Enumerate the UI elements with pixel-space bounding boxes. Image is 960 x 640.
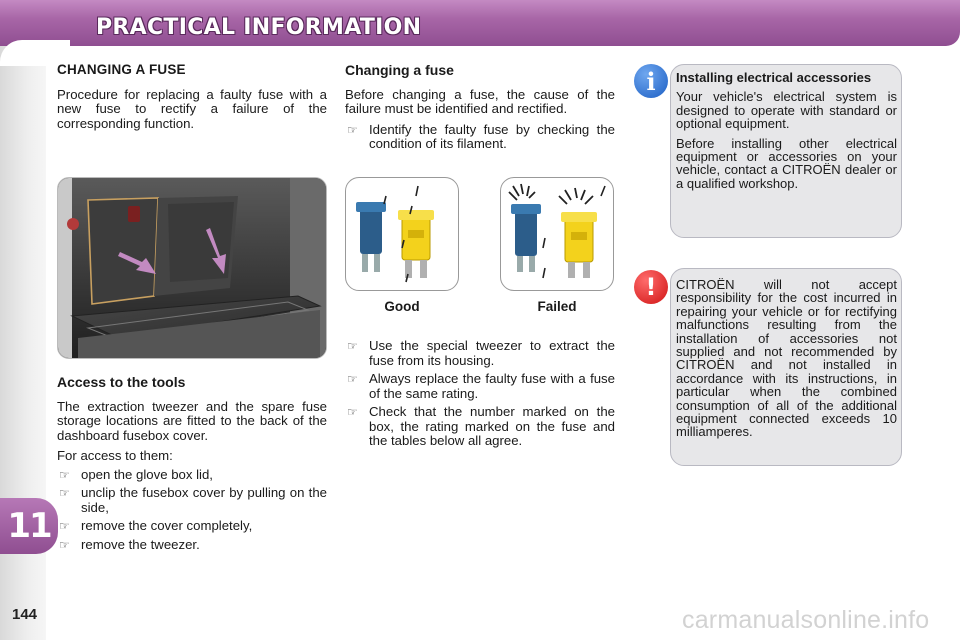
access-heading: Access to the tools [57, 374, 186, 390]
section-heading: CHANGING A FUSE [57, 62, 186, 77]
info-icon: i [634, 64, 668, 98]
pointing-hand-icon: ☞ [347, 372, 358, 386]
glovebox-photo [57, 177, 327, 359]
info-paragraph: Before installing other electrical equipment or accessories on your vehicle, contact a CITROËN dealer or a qualified workshop. [676, 135, 897, 191]
list-item: ☞ remove the cover completely, [59, 518, 253, 533]
chapter-number: 11 [7, 506, 51, 546]
column-changing-fuse [57, 63, 327, 137]
info-paragraph: Your vehicle's electrical system is designed to operate with standard or optional equipment. [676, 89, 897, 132]
list-item: ☞ Identify the faulty fuse by checking the condition of its filament. [347, 121, 615, 151]
changing-intro: Before changing a fuse, the cause of the failure must be identified and rectified. [345, 86, 615, 116]
list-item: ☞ Check that the number marked on the box, the rating marked on the fuse and the tables below all agree. [347, 404, 615, 448]
column-changing-fuse-steps [345, 63, 615, 156]
access-lead: For access to them: [57, 448, 173, 463]
pointing-hand-icon: ☞ [347, 405, 358, 419]
pointing-hand-icon: ☞ [59, 467, 70, 482]
warning-paragraph: CITROËN will not accept responsibility for the cost incurred in repairing your vehicle or for rectifying malfunctions resulting from the installation of accessories not supplied and not recommended by CITROËN and not installed in accordance with its instructions, in particular when the combined consumption of all of the additional equipment connected exceeds 10 milliamperes. [676, 277, 897, 440]
page-number: 144 [12, 606, 38, 623]
chapter-tab[interactable] [0, 498, 58, 554]
column-access-tools [57, 375, 327, 556]
watermark: carmanualsonline.info [682, 606, 930, 634]
column-fuse-replace-steps [345, 339, 615, 453]
list-item: ☞ remove the tweezer. [59, 536, 200, 552]
pointing-hand-icon: ☞ [59, 486, 70, 500]
pointing-hand-icon: ☞ [347, 122, 358, 137]
intro-paragraph: Procedure for replacing a faulty fuse with a new fuse to rectify a failure of the corresponding function. [57, 86, 327, 131]
good-label: Good [384, 299, 420, 314]
good-fuse-icon [346, 178, 460, 292]
failed-fuse-illustration [500, 177, 614, 291]
access-paragraph: The extraction tweezer and the spare fuse storage locations are fitted to the back of the dashboard fusebox cover. [57, 398, 327, 443]
info-heading: Installing electrical accessories [676, 70, 872, 85]
page-title: PRACTICAL INFORMATION [96, 15, 422, 40]
good-fuse-illustration [345, 177, 459, 291]
list-item: ☞ Always replace the faulty fuse with a fuse of the same rating. [347, 371, 615, 401]
glovebox-illustration [58, 178, 327, 359]
info-panel-text [676, 71, 897, 196]
list-item: ☞ unclip the fusebox cover by pulling on the side, [59, 485, 327, 515]
changing-heading: Changing a fuse [345, 62, 454, 78]
failed-fuse-icon [501, 178, 615, 292]
pointing-hand-icon: ☞ [59, 519, 70, 533]
exclamation-icon: ! [634, 270, 668, 304]
pointing-hand-icon: ☞ [347, 339, 358, 353]
pointing-hand-icon: ☞ [59, 537, 70, 552]
list-item: ☞ Use the special tweezer to extract the fuse from its housing. [347, 338, 615, 368]
failed-label: Failed [537, 299, 577, 314]
list-item: ☞ open the glove box lid, [59, 466, 213, 482]
warning-panel-text [676, 278, 897, 445]
